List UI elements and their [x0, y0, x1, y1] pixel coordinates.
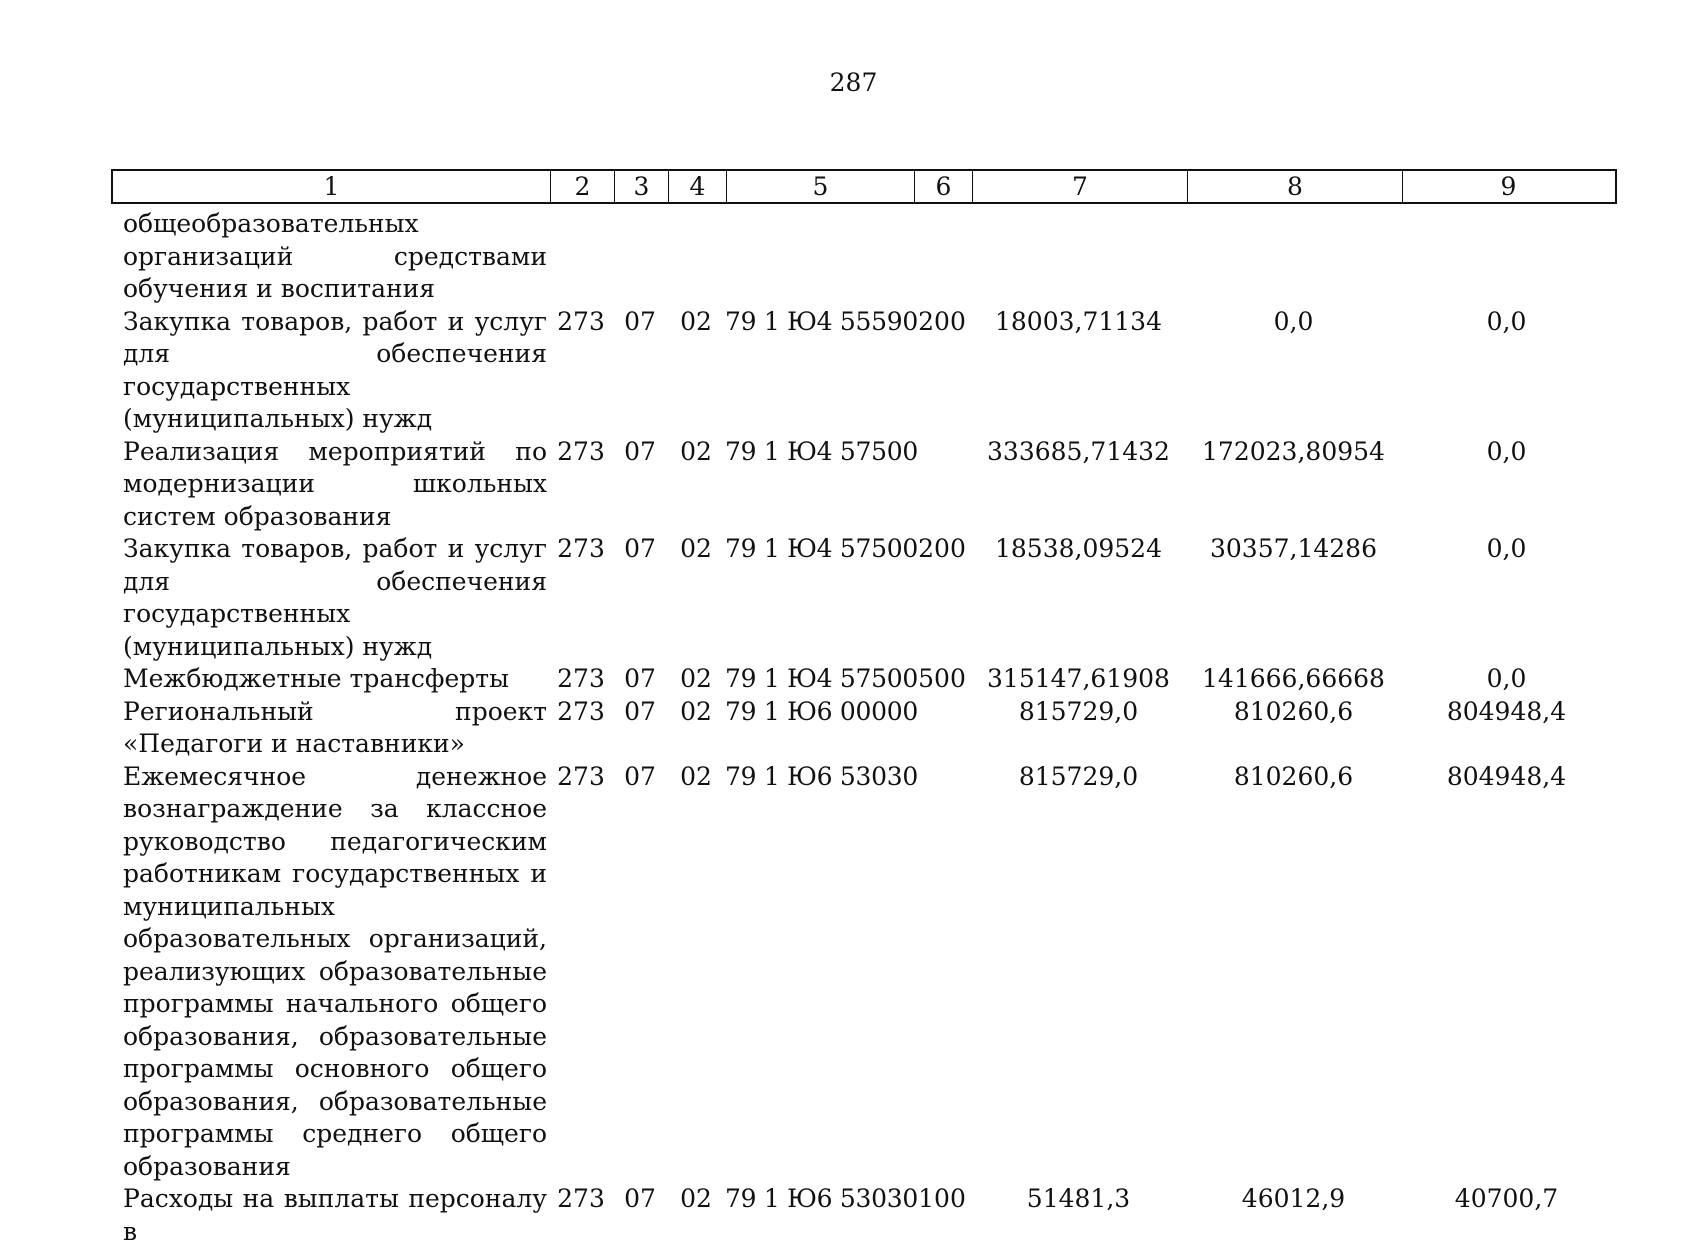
header-col-4: 4 — [669, 171, 727, 202]
row-description: Межбюджетные трансферты — [123, 664, 510, 693]
row-col-3: 07 — [624, 534, 656, 563]
row-col-3: 07 — [624, 306, 656, 336]
row-col-7 — [971, 208, 1186, 306]
row-col-6: 500 — [918, 664, 966, 693]
header-col-2: 2 — [551, 171, 615, 202]
row-col-5: 79 1 Ю4 57500 — [725, 664, 918, 693]
row-col-2 — [549, 208, 613, 306]
header-col-6: 6 — [915, 171, 973, 202]
table-header — [111, 169, 1617, 204]
row-description: Ежемесячное денежное вознаграждение за классное руководство педагогическим работникам государственных и муниципальных образовательных организаций, реализующих образовательные программы начального общего образования, образовательные программы основного общего образования, образовательные программы среднего общего образования — [123, 761, 547, 1181]
table-row — [111, 696, 1617, 761]
row-col-9 — [1401, 208, 1612, 306]
row-col-6: 200 — [918, 306, 966, 336]
row-col-3: 07 — [624, 761, 656, 791]
table-row — [111, 436, 1617, 534]
row-col-7: 18538,09524 — [994, 534, 1162, 563]
row-col-4: 02 — [680, 306, 712, 336]
row-col-2: 273 — [557, 761, 605, 791]
row-col-9: 0,0 — [1486, 664, 1527, 693]
table-row — [111, 1183, 1617, 1248]
row-col-6 — [913, 436, 971, 534]
row-col-5 — [725, 208, 913, 306]
row-col-4: 02 — [680, 1184, 712, 1213]
row-col-8: 172023,80954 — [1202, 436, 1385, 466]
row-col-9: 0,0 — [1486, 436, 1527, 466]
row-col-6 — [913, 696, 971, 761]
row-description: Закупка товаров, работ и услуг для обеспечения государственных (муниципальных) нужд — [123, 534, 547, 661]
header-col-3: 3 — [615, 171, 669, 202]
row-col-5: 79 1 Ю6 00000 — [725, 696, 918, 726]
row-col-3: 07 — [624, 696, 656, 726]
row-col-5: 79 1 Ю4 57500 — [725, 436, 918, 466]
row-col-5: 79 1 Ю4 55590 — [725, 306, 918, 336]
row-description: Закупка товаров, работ и услуг для обеспечения государственных (муниципальных) нужд — [123, 306, 547, 433]
row-col-2: 273 — [557, 306, 605, 336]
row-col-6: 200 — [918, 534, 966, 563]
row-col-5: 79 1 Ю6 53030 — [725, 761, 918, 791]
row-description: Региональный проект «Педагоги и наставники» — [123, 696, 547, 758]
header-col-8: 8 — [1188, 171, 1403, 202]
row-col-4: 02 — [680, 534, 712, 563]
header-col-1: 1 — [113, 171, 551, 202]
row-col-8 — [1186, 208, 1401, 306]
row-col-4: 02 — [680, 696, 712, 726]
row-col-9: 0,0 — [1486, 306, 1527, 336]
table-row — [111, 761, 1617, 1184]
row-col-4: 02 — [680, 664, 712, 693]
row-description: Расходы на выплаты персоналу в — [123, 1184, 547, 1246]
row-col-8: 141666,66668 — [1202, 664, 1385, 693]
row-col-3: 07 — [624, 664, 656, 693]
row-col-8: 46012,9 — [1241, 1184, 1346, 1213]
row-col-7: 815729,0 — [1018, 696, 1139, 726]
row-col-3: 07 — [624, 1184, 656, 1213]
header-col-7: 7 — [973, 171, 1188, 202]
table-row — [111, 208, 1617, 306]
row-col-7: 18003,71134 — [994, 306, 1162, 336]
row-col-5: 79 1 Ю6 53030 — [725, 1184, 918, 1213]
row-col-8: 0,0 — [1273, 306, 1314, 336]
row-col-6: 100 — [918, 1184, 966, 1213]
row-col-2: 273 — [557, 436, 605, 466]
row-col-7: 815729,0 — [1018, 761, 1139, 791]
row-col-9: 0,0 — [1486, 534, 1527, 563]
row-col-7: 51481,3 — [1026, 1184, 1131, 1213]
row-col-9: 804948,4 — [1446, 761, 1567, 791]
row-col-4: 02 — [680, 761, 712, 791]
header-col-5: 5 — [727, 171, 915, 202]
row-col-9: 40700,7 — [1454, 1184, 1559, 1213]
table-row — [111, 663, 1617, 696]
row-col-2: 273 — [557, 534, 605, 563]
row-col-4 — [667, 208, 725, 306]
table-row — [111, 533, 1617, 663]
row-col-8: 30357,14286 — [1209, 534, 1377, 563]
row-description: общеобразовательных организаций средствами обучения и воспитания — [123, 209, 547, 303]
row-col-7: 315147,61908 — [987, 664, 1170, 693]
row-col-6 — [913, 761, 971, 1184]
row-col-8: 810260,6 — [1233, 761, 1354, 791]
row-col-3 — [613, 208, 667, 306]
row-col-5: 79 1 Ю4 57500 — [725, 534, 918, 563]
table-row — [111, 306, 1617, 436]
row-col-7: 333685,71432 — [987, 436, 1170, 466]
row-col-2: 273 — [557, 696, 605, 726]
row-col-3: 07 — [624, 436, 656, 466]
page-number: 287 — [829, 68, 878, 97]
row-col-4: 02 — [680, 436, 712, 466]
table-body — [111, 208, 1617, 1248]
header-col-9: 9 — [1500, 172, 1517, 201]
row-col-2: 273 — [557, 664, 605, 693]
row-description: Реализация мероприятий по модернизации школьных систем образования — [123, 436, 547, 531]
row-col-2: 273 — [557, 1184, 605, 1213]
row-col-9: 804948,4 — [1446, 696, 1567, 726]
row-col-8: 810260,6 — [1233, 696, 1354, 726]
row-col-6 — [913, 208, 971, 306]
